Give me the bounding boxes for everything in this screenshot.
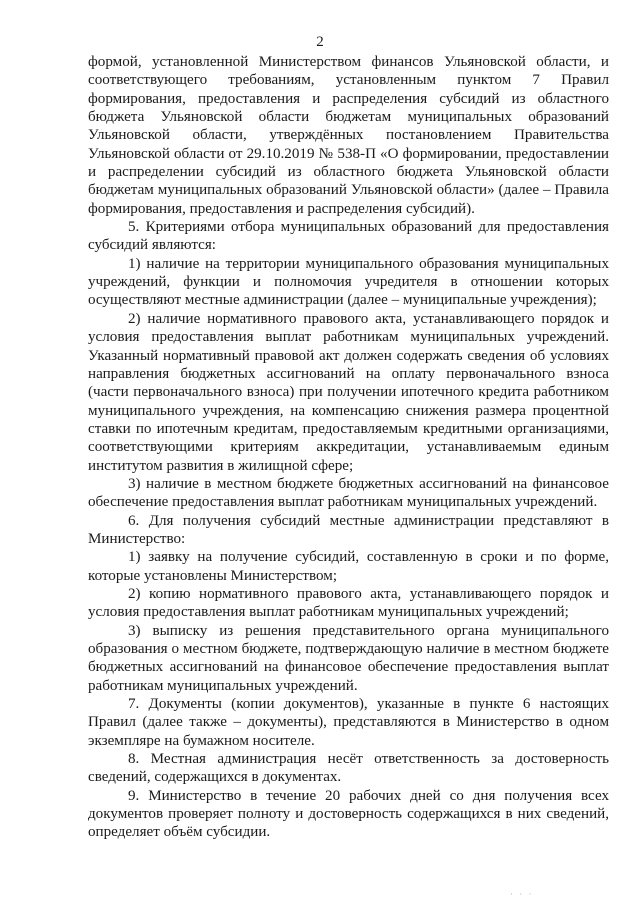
paragraph-item-6-2: 2) копию нормативного правового акта, устанавливающего порядок и условия предоставления выплат работникам муниципальных учреждений; [88,585,609,621]
document-body [88,53,609,842]
page-number: 2 [316,34,324,50]
paragraph-continuation: формой, установленной Министерством финансов Ульяновской области, и соответствующего требованиям, установленным пунктом 7 Правил формирования, предоставления и распределения субсидий из областного бюджета Ульяновской области бюджетам муниципальных образований Ульяновской области, утверждённых постановлением Правительства Ульяновской области от 29.10.2019 № 538-П «О формировании, предоставлении и распределении субсидий из областного бюджета Ульяновской области бюджетам муниципальных образований Ульяновской области» (далее – Правила формирования, предоставления и распределения субсидий). [88,54,609,217]
paragraph-item-5-2: 2) наличие нормативного правового акта, устанавливающего порядок и условия предоставления выплат работникам муниципальных учреждений. Указанный нормативный правовой акт должен содержать сведения об условиях направления бюджетных ассигнований на оплату первоначального взноса (части первоначального взноса) при получении ипотечного кредита работником муниципального учреждения, на компенсацию снижения размера процентной ставки по ипотечным кредитам, предоставляемым кредитными организациями, соответствующими критериям аккредитации, устанавливаемым единым институтом развития в жилищной сфере; [88,310,609,474]
paragraph-item-9: 9. Министерство в течение 20 рабочих дней со дня получения всех документов проверяет полноту и достоверность содержащихся в них сведений, определяет объём субсидии. [88,787,609,841]
paragraph-item-5-3: 3) наличие в местном бюджете бюджетных ассигнований на финансовое обеспечение предоставления выплат работникам муниципальных учреждений. [88,475,609,511]
paragraph-item-8: 8. Местная администрация несёт ответственность за достоверность сведений, содержащихся в документах. [88,751,609,786]
paragraph-item-6: 6. Для получения субсидий местные администрации представляют в Министерство: [88,512,609,547]
paragraph-item-5: 5. Критериями отбора муниципальных образований для предоставления субсидий являются: [88,219,609,254]
paragraph-item-7: 7. Документы (копии документов), указанные в пункте 6 настоящих Правил (далее также – документы), представляются в Министерство в одном экземпляре на бумажном носителе. [88,696,609,749]
paragraph-item-6-3: 3) выписку из решения представительного органа муниципального образования о местном бюджете, подтверждающую наличие в местном бюджете бюджетных ассигнований на финансовое обеспечение предоставления выплат работникам муниципальных учреждений. [88,622,609,694]
paragraph-item-6-1: 1) заявку на получение субсидий, составленную в сроки и по форме, которые установлены Министерством; [88,549,609,584]
paragraph-item-5-1: 1) наличие на территории муниципального образования муниципальных учреждений, функции и полномочия учредителя в отношении которых осуществляют местные администрации (далее – муниципальные учреждения); [88,255,609,309]
scan-artifact: · · · [510,889,534,899]
